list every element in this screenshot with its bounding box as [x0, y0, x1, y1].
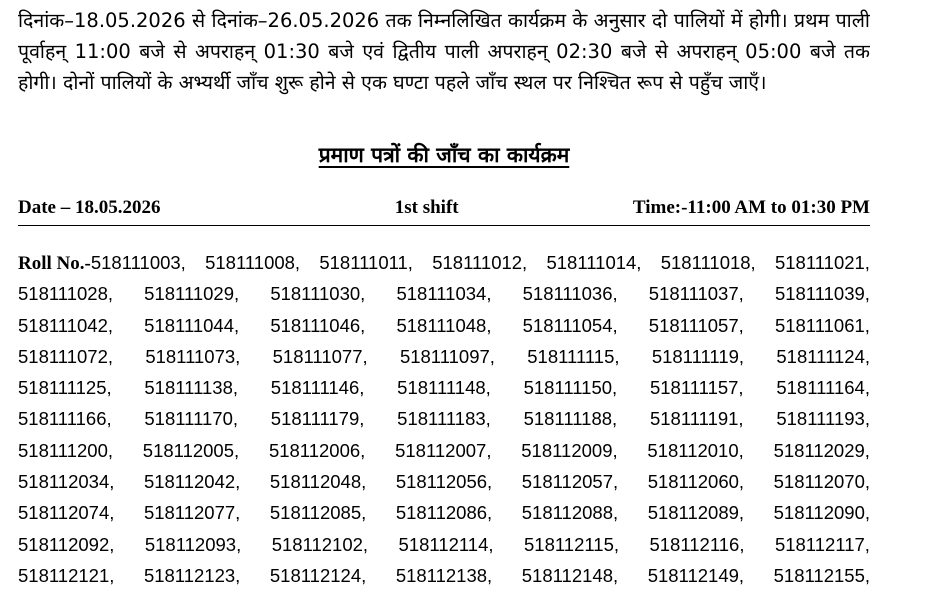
roll-number-list	[18, 247, 870, 591]
schedule-heading-wrap	[18, 141, 870, 177]
schedule-heading: प्रमाण पत्रों की जाँच का कार्यक्रम	[318, 143, 570, 167]
roll-number: 518112009,	[521, 439, 618, 461]
roll-number: 518112114,	[398, 533, 494, 555]
roll-number: 518111008,	[205, 252, 301, 273]
roll-number: 518111138,	[144, 377, 239, 399]
roll-number: 518111115,	[527, 345, 620, 367]
roll-number: 518111057,	[648, 314, 744, 336]
roll-row	[18, 372, 870, 403]
roll-number: 518111039,	[774, 283, 870, 305]
schedule-date: Date – 18.05.2026	[18, 197, 161, 218]
roll-number: 518111029,	[144, 283, 240, 305]
roll-number: 518112149,	[647, 564, 745, 586]
roll-row	[18, 247, 870, 278]
roll-number: 518111193,	[776, 408, 870, 430]
roll-number: 518112086,	[395, 502, 493, 524]
roll-number: 518111021,	[774, 252, 870, 273]
roll-number: 518112085,	[269, 502, 367, 524]
roll-number: 518111148,	[397, 377, 491, 399]
roll-number: 518111030,	[270, 283, 366, 305]
roll-number: 518111014,	[546, 252, 642, 273]
intro-paragraph: दिनांक–18.05.2026 से दिनांक–26.05.2026 तक निम्नलिखित कार्यक्रम के अनुसार दो पालियों में होगी। प्रथम पाली पूर्वाहन् 11:00 बजे से अपराहन् 01:30 बजे एवं द्वितीय पाली अपराहन् 02:30 बजे से अपराहन् 05:00 बजे तक होगी। दोनों पालियों के अभ्यर्थी जाँच शुरू होने से एक घण्टा पहले जाँच स्थल पर निश्चित रूप से पहुँच जाएँ।	[18, 9, 870, 94]
roll-number: 518111119,	[651, 345, 745, 367]
roll-number: 518112116,	[649, 533, 745, 555]
roll-number: 518111046,	[270, 314, 366, 336]
roll-number: 518111012,	[432, 252, 528, 273]
roll-number: 518112155,	[773, 564, 870, 586]
roll-number: 518111150,	[523, 377, 618, 399]
roll-number: 518111166,	[18, 408, 112, 430]
roll-row	[18, 435, 870, 466]
roll-number: 518112089,	[647, 502, 745, 524]
roll-number: 518112060,	[647, 471, 745, 493]
roll-number: 518111037,	[648, 283, 744, 305]
roll-number: 518112074,	[18, 502, 115, 524]
schedule-time: Time:-11:00 AM to 01:30 PM	[632, 197, 870, 218]
roll-number: 518111157,	[649, 377, 744, 399]
roll-number: 518111061,	[774, 314, 870, 336]
roll-number: 518112115,	[524, 533, 619, 555]
roll-row	[18, 529, 870, 560]
roll-row	[18, 560, 870, 591]
roll-number: 518111048,	[396, 314, 492, 336]
document-page	[18, 0, 870, 591]
roll-number: 518112138,	[395, 564, 493, 586]
roll-number: 518112034,	[18, 471, 115, 493]
roll-number: 518111170,	[144, 408, 239, 430]
roll-number: 518111164,	[776, 377, 870, 399]
roll-number: 518112123,	[143, 564, 241, 586]
shift-info-row	[18, 197, 870, 226]
roll-number: 518111042,	[18, 314, 113, 336]
roll-row	[18, 278, 870, 309]
roll-number: 518112121,	[18, 564, 115, 586]
roll-number: 518112148,	[521, 564, 619, 586]
roll-number: 518111183,	[397, 408, 491, 430]
roll-number: 518112117,	[774, 533, 870, 555]
roll-number: 518111054,	[522, 314, 618, 336]
roll-number: 518112070,	[773, 471, 870, 493]
roll-number: 518112057,	[521, 471, 619, 493]
roll-number: 518111003,	[90, 252, 186, 273]
roll-number: 518112056,	[395, 471, 493, 493]
roll-number: 518112007,	[395, 439, 492, 461]
roll-number: 518111179,	[270, 408, 365, 430]
roll-row	[18, 341, 870, 372]
roll-row	[18, 403, 870, 434]
roll-number: 518112042,	[143, 471, 241, 493]
roll-number: 518111188,	[523, 408, 618, 430]
roll-number: 518111034,	[396, 283, 492, 305]
roll-number: 518111036,	[522, 283, 618, 305]
roll-number: 518112102,	[271, 533, 369, 555]
roll-label: Roll No.-	[18, 253, 91, 274]
roll-number: 518111125,	[18, 377, 112, 399]
roll-number: 518111124,	[776, 345, 870, 367]
roll-number: 518111044,	[144, 314, 240, 336]
roll-number: 518111028,	[18, 283, 113, 305]
roll-number: 518111097,	[399, 345, 495, 367]
roll-number: 518112093,	[144, 533, 242, 555]
roll-number: 518111073,	[145, 345, 241, 367]
roll-number: 518111072,	[18, 345, 113, 367]
schedule-shift: 1st shift	[394, 197, 459, 218]
roll-row	[18, 497, 870, 528]
roll-number: 518111011,	[319, 252, 413, 273]
roll-number: 518112088,	[521, 502, 619, 524]
roll-number: 518112124,	[269, 564, 367, 586]
roll-number: 518112090,	[773, 502, 870, 524]
roll-number: 518111077,	[272, 345, 368, 367]
roll-number: 518112006,	[268, 439, 366, 461]
roll-number: 518111146,	[270, 377, 365, 399]
roll-number: 518112010,	[647, 439, 744, 461]
roll-number: 518111191,	[649, 408, 744, 430]
roll-first-cell	[18, 247, 186, 278]
roll-number: 518112092,	[18, 533, 115, 555]
roll-number: 518112077,	[143, 502, 241, 524]
roll-number: 518112005,	[142, 439, 240, 461]
roll-row	[18, 310, 870, 341]
roll-row	[18, 466, 870, 497]
roll-number: 518111200,	[18, 439, 113, 461]
roll-number: 518112048,	[269, 471, 367, 493]
roll-number: 518111018,	[660, 252, 756, 273]
roll-number: 518112029,	[773, 439, 870, 461]
